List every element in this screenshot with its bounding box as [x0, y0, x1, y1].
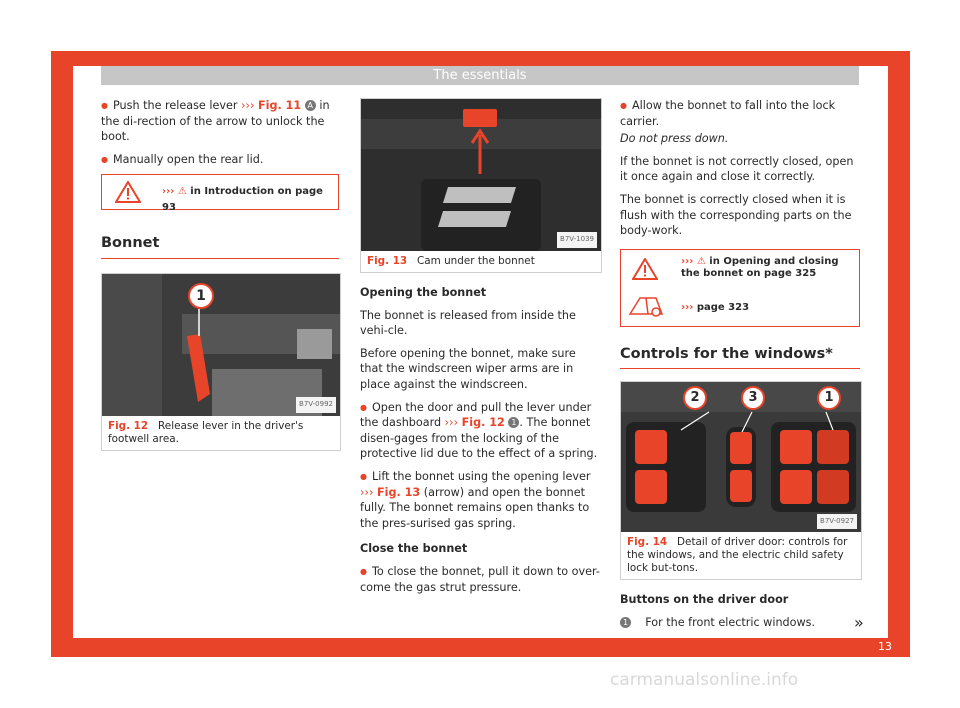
image-code: B7V-0992 [296, 397, 336, 413]
warning-small-icon: ⚠ [177, 186, 187, 198]
callout-1: 1 [817, 386, 841, 410]
bullet-close: ● To close the bonnet, pull it down to over-come the gas strut pressure. [360, 564, 600, 595]
page-number: 13 [878, 640, 892, 653]
warning-icon [632, 258, 658, 280]
warning-box: ››› ⚠ in Introduction on page 93 [101, 174, 339, 210]
bullet-release-lever: ● Push the release lever ››› Fig. 11 A in the di-rection of the arrow to unlock the boot. [101, 98, 339, 145]
figure-12-image [102, 274, 340, 416]
figure-13 [360, 98, 602, 273]
para-before-opening: Before opening the bonnet, make sure that the windscreen wiper arms are in place against the windscreen. [360, 346, 576, 391]
callout-2: 2 [683, 386, 707, 410]
callout-badge: 1 [620, 617, 631, 628]
continue-marker: » [854, 613, 864, 632]
para-correctly-closed: The bonnet is correctly closed when it is flush with the corresponding parts on the body-work. [620, 192, 852, 238]
fig-ref[interactable]: Fig. 11 [258, 99, 302, 112]
figure-14 [620, 381, 862, 580]
column-2 [360, 98, 600, 602]
column-3 [620, 98, 860, 638]
warning-icon [115, 181, 141, 203]
figure-12-caption: Fig. 12 Release lever in the driver's footwell area. [108, 419, 304, 445]
bullet-lock-carrier: ● Allow the bonnet to fall into the lock carrier. [620, 98, 860, 129]
callout-badge: A [305, 100, 316, 111]
page-header: The essentials [101, 66, 859, 85]
section-title-windows: Controls for the windows* [620, 347, 860, 370]
image-code: B7V-1039 [557, 232, 597, 248]
callout-badge: 1 [508, 417, 519, 428]
warning-text[interactable]: page 323 [693, 301, 750, 313]
note-do-not-press: Do not press down. [620, 132, 729, 146]
warning-text[interactable]: in Opening and closing the bonnet on page 325 [681, 255, 839, 279]
figure-14-image [621, 382, 861, 532]
figure-14-caption: Fig. 14 Detail of driver door: controls for the windows, and the electric child safety lock but-tons. [627, 536, 848, 575]
callout-1: 1 [188, 283, 214, 309]
book-icon [626, 294, 666, 318]
para-released: The bonnet is released from inside the vehi-cle. [360, 308, 576, 338]
warning-small-icon: ⚠ [696, 255, 706, 267]
column-1 [101, 98, 339, 451]
bullet-manual-open: ● Manually open the rear lid. [101, 152, 339, 168]
figure-13-caption: Fig. 13 Cam under the bonnet [367, 255, 535, 267]
bullet-open-door: ● Open the door and pull the lever under the dashboard ››› Fig. 12 1 . The bonnet disen-gages from the locking of the protective lid due to the effect of a spring. [360, 400, 600, 462]
callout-3: 3 [741, 386, 765, 410]
watermark: carmanualsonline.info [610, 670, 799, 690]
fig-ref[interactable]: Fig. 12 [461, 416, 505, 430]
section-title-bonnet: Bonnet [101, 236, 339, 259]
list-item: 1 For the front electric windows. [620, 615, 860, 631]
heading-opening-bonnet: Opening the bonnet [360, 286, 487, 299]
image-code: B7V-0927 [817, 514, 857, 530]
figure-12 [101, 273, 341, 451]
bullet-lift-bonnet: ● Lift the bonnet using the opening lever ››› Fig. 13 (arrow) and open the bonnet fully. The bonnet remains open thanks to the pres-surised gas spring. [360, 469, 600, 531]
heading-driver-buttons: Buttons on the driver door [620, 593, 789, 607]
heading-close-bonnet: Close the bonnet [360, 542, 468, 556]
warning-text[interactable]: in Introduction on page 93 [162, 186, 323, 213]
fig-ref[interactable]: Fig. 13 [376, 485, 421, 499]
para-not-closed: If the bonnet is not correctly closed, open it once again and close it correctly. [620, 154, 854, 184]
figure-13-image [361, 99, 601, 251]
warning-box: ››› ⚠ in Opening and closing the bonnet on page 325 ››› page 323 [620, 249, 860, 327]
